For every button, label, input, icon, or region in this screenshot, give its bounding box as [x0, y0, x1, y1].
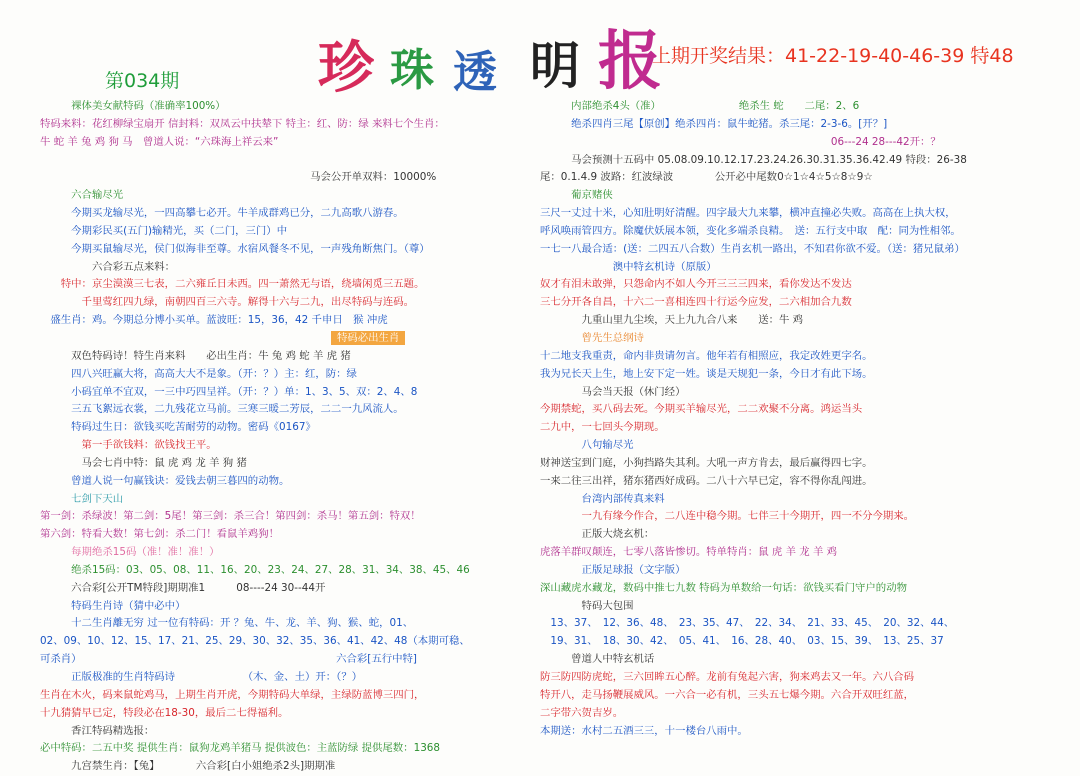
- right-text-line: 八句输尽光: [540, 439, 634, 452]
- right-text-line: 虎落羊群叹颠连，七零八落皆惨切。特单特肖：鼠 虎 羊 龙 羊 鸡: [540, 546, 838, 559]
- right-column: [540, 98, 1035, 740]
- right-text-line: 葡京赌侠: [540, 189, 613, 202]
- left-text-line: 香江特码精选报：: [40, 724, 155, 737]
- left-text-line: 牛 蛇 羊 兔 鸡 狗 马 曾道人说：“六珠海上祥云来”: [40, 135, 279, 148]
- left-text-line: 今期买鼠输尽光，侯门似海非至尊。水宿风餐冬不见，一声残角断焦门。（尊）: [40, 242, 430, 255]
- right-text-line: 一七一八最合适：(送：二四五八合数）生肖玄机一路出，不知君你欲不爱。（送：猪兄鼠弟）: [540, 242, 965, 255]
- right-text-line: 19、31、 18、30、42、 05、41、 16、28、40、 03、15、39、 13、25、37: [540, 635, 944, 648]
- left-column: [40, 98, 492, 776]
- title-char-3: 透: [453, 47, 497, 98]
- right-text-line: 内部绝杀4头（准） 绝杀生 蛇 二尾：2、6: [540, 100, 860, 112]
- left-text-line: 可杀肖） 六合彩[五行中特]: [40, 653, 417, 666]
- right-text-line: 一来二往三出祥，猪东猪西好成码。二八十六早已定，容不得你乱闯进。: [540, 474, 873, 487]
- right-text-line: 马会预测十五码中 05.08.09.10.12.17.23.24.26.30.31.35.36.42.49 特段：26-38: [540, 153, 967, 166]
- left-text-line: 盛生肖：鸡。今期总分博小买单。蓝波旺：15，36，42 千申日 猴 冲虎: [40, 314, 388, 327]
- left-text-line: 特码过生日：欲钱买吃苦耐劳的动物。密码《0167》: [40, 421, 316, 434]
- left-text-line: 六合彩[公开TM特段]期期准1 08----24 30--44开: [40, 581, 326, 594]
- right-text-line: 特码大包围: [540, 599, 634, 612]
- left-text-line: 今期买龙输尽光，一四高攀七必开。牛羊成群鸡已分，二九高歌八游春。: [40, 207, 404, 220]
- left-text-line: [40, 152, 492, 170]
- left-text-line: 特码生肖诗（猜中必中）: [40, 599, 186, 612]
- right-text-line: 正版大烧玄机：: [540, 528, 655, 541]
- left-text-line: 生肖在木火，码来鼠蛇鸡马，上期生肖开虎，今期特码大单绿，主绿防蓝博三四门，: [40, 688, 425, 701]
- right-text-line: 马会当天报（休门经）: [540, 385, 686, 398]
- right-text-line: 澳中特玄机诗（原版）: [540, 260, 717, 273]
- right-text-line: 绝杀四肖三尾【原创】绝杀四肖：鼠牛蛇猪。杀三尾：2-3-6。[开？]: [540, 117, 888, 130]
- right-text-line: 防三防四防虎蛇，三六回眸五心醉。龙前有兔起六害，狗来鸡去又一年。六八合码: [540, 671, 915, 683]
- title-char-1: 珍: [318, 35, 374, 101]
- last-draw-result: 上期开奖结果：41-22-19-40-46-39 特48: [652, 45, 1014, 67]
- left-text-line: 十九猜猜早已定，特段必在18-30，最后二七得福利。: [40, 706, 289, 719]
- right-text-line: 奴才有泪未敢弹，只怨命内不如人今开三三三四来，看你发达不发达: [540, 278, 852, 291]
- right-text-line: 13、37、 12、36、48、 23、35、47、 22、34、 21、33、45、 20、32、44、: [540, 617, 955, 630]
- right-text-line: 曾先生总纲诗: [540, 331, 644, 344]
- title-char-5: 报: [598, 24, 662, 99]
- right-text-line: 台湾内部传真来料: [540, 492, 665, 505]
- right-text-line: 三七分开各自昌，十六二一喜相连四十行运今应发，二六相加合九数: [540, 296, 852, 309]
- right-text-line: 呼风唤雨管四方。除魔伏妖展本领，变化多端杀良精。 送：五行支中取 配：同为性相邻。: [540, 224, 961, 237]
- left-text-line: 正版极准的生肖特码诗 （木、金、土）开：（？）: [40, 671, 363, 683]
- right-text-line: 九重山里九尘埃，天上九九合八来 送：牛 鸡: [540, 314, 804, 327]
- left-text-line: 特码来料：花红柳绿宝扇开 信封料：双凤云中扶辇下 特主：红、防：绿 来料七个生肖：: [40, 117, 445, 130]
- left-text-line: 千里莺红四九绿，南朝四百三六寺。解得十六与二九，出尽特码与连码。: [40, 296, 415, 309]
- left-text-line: 第一剑：杀绿波！第二剑：5尾！第三剑：杀三合！第四剑：杀马！第五剑：特双！: [40, 510, 421, 523]
- left-text-line: 第六剑：特看大数！第七剑：杀二门！看鼠羊鸡狗！: [40, 528, 279, 541]
- title-char-2: 珠: [390, 45, 434, 96]
- left-text-line: 十二生肖離无穷 过一位有特码：开 ？兔、牛、龙、羊、狗、猴、蛇，01、: [40, 617, 414, 630]
- right-text-line: 今期禁蛇，买八码去死。今期买羊输尽光，二二欢聚不分离。鸿运当头: [540, 403, 863, 416]
- right-text-line: 三尺一丈过十米，心知肚明好清醒。四字最大九来攀，横冲直撞必失败。高高在上执大权，: [540, 207, 956, 220]
- left-text-line: 六合彩五点来料：: [40, 260, 176, 273]
- left-text-line: 每期绝杀15码（准！准！准！）: [40, 546, 220, 559]
- left-text-line: 七剑下天山: [40, 492, 124, 505]
- title-char-4: 明: [530, 36, 580, 95]
- left-text-line: 马会公开单双料：10000%: [40, 171, 437, 184]
- left-text-line: 裸体美女献特码（准确率100%）: [40, 100, 226, 112]
- right-text-line: 特开八，走马扬鞭展威风。一六合一必有机，三头五七爆今期。六合开双旺红蓝，: [540, 688, 915, 701]
- left-text-line: 六合输尽光: [40, 189, 124, 202]
- left-text-line: 三五飞絮远衣裳，二九残花立马前。三寒三暖二芳辰，二二一九风流人。: [40, 403, 404, 416]
- left-text-line: 第一手欲钱料：欲钱找王平。: [40, 439, 217, 452]
- highlight-badge: 特码必出生肖: [331, 331, 405, 345]
- right-text-line: 正版足球报（文字版）: [540, 563, 686, 576]
- right-text-line: 本期送：水村二五酒三三，十一楼台八雨中。: [540, 724, 748, 737]
- right-text-line: 尾：0.1.4.9 波路：红波绿波 公开必中尾数0☆1☆4☆5☆8☆9☆: [540, 171, 873, 184]
- left-text-line: 02、09、10、12、15、17、21、25、29、30、32、35、36、41、42、48（本期可稳、: [40, 635, 470, 648]
- right-text-line: 十二地支我重责，命内非贵请勿言。他年若有相照应，我定改姓更字名。: [540, 349, 873, 362]
- left-text-line: 九宫禁生肖：【兔】 六合彩[白小姐绝杀2头]期期准: [40, 760, 336, 773]
- left-text-line: 马会七肖中特：鼠 虎 鸡 龙 羊 狗 猪: [40, 456, 247, 469]
- left-text-line: 特中：京尘漠漠三七表，二六雍丘日未西。四一萧然无与语，绕墙闲觅三五题。: [40, 278, 425, 291]
- issue-number: 第034期: [105, 70, 180, 92]
- left-text-line: 必中特码：二五中奖 提供生肖：鼠狗龙鸡羊猪马 提供波色：主蓝防绿 提供尾数：1368: [40, 742, 441, 755]
- right-text-line: 深山藏虎水藏龙，数码中推七九数 特码为单数给一句话：欲钱买看门守户的动物: [540, 581, 907, 594]
- left-text-line: 曾道人说一句赢钱诀：爱钱去朝三暮四的动物。: [40, 474, 290, 487]
- right-text-line: 曾道人中特玄机话: [540, 653, 655, 666]
- right-text-line: 二字带六贺吉岁。: [540, 706, 624, 719]
- left-text-line: [40, 330, 492, 348]
- left-text-line: 四八兴旺赢大将，高高大大不是象。（开：？）主：红，防：绿: [40, 367, 357, 380]
- right-text-line: 一九有缘今作合，二八连中稳今期。七伴三十今期开，四一不分今期来。: [540, 510, 915, 523]
- right-text-line: 二九中，一七回头今期现。: [540, 421, 665, 434]
- left-text-line: 今期彩民买(五门)输精光，买（二门，三门）中: [40, 224, 288, 237]
- left-text-line: 绝杀15码：03、05、08、11、16、20、23、24、27、28、31、34、38、45、46: [40, 563, 470, 576]
- left-text-line: 双色特码诗！特生肖来料 必出生肖：牛 兔 鸡 蛇 羊 虎 猪: [40, 349, 351, 362]
- right-text-line: 06---24 28---42开：？: [540, 135, 941, 148]
- right-text-line: 财神送宝到门庭，小狗挡路失其利。大吼一声方肯去，最后赢得四七字。: [540, 456, 873, 469]
- right-text-line: 我为兄长天上生，地上安下定一姓。谈是天规犯一条，今日才有此下场。: [540, 367, 873, 380]
- left-text-line: 小码宜单不宜双，一三中巧四呈祥。（开：？）单：1、3、5、双：2、4、8: [40, 385, 418, 398]
- page-header: [0, 0, 1080, 101]
